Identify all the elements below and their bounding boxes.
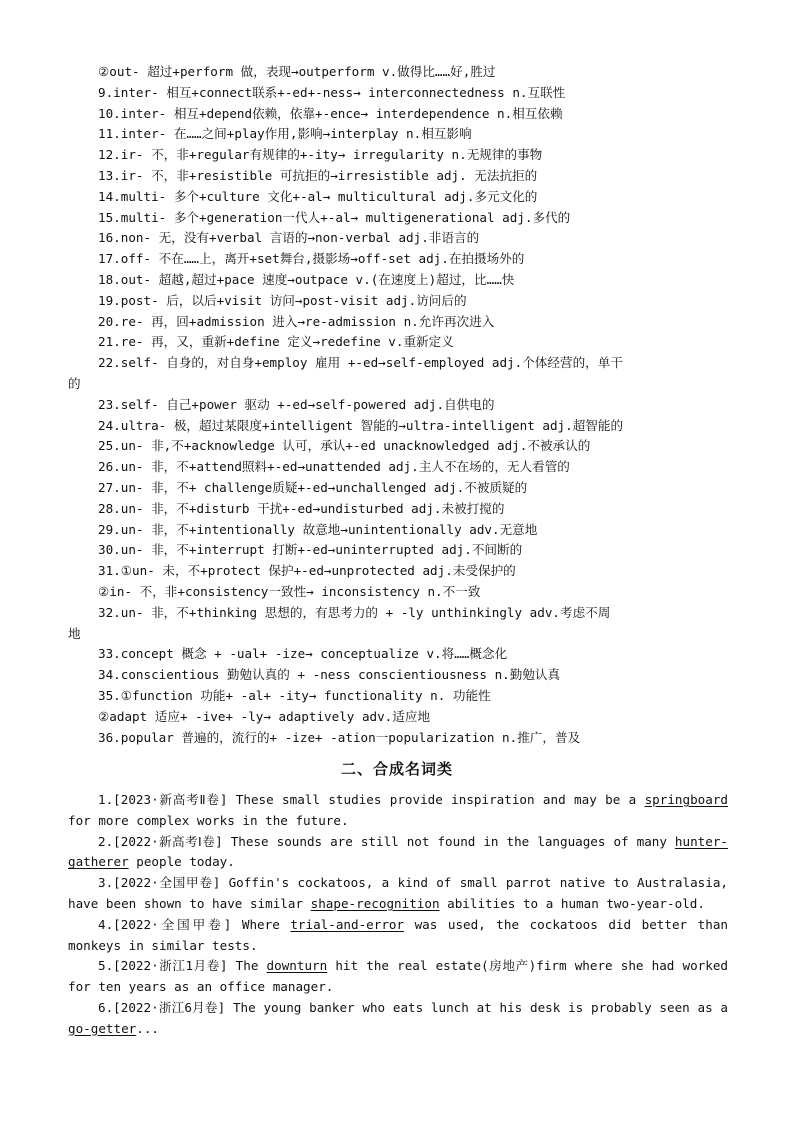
affix-word-list — [68, 62, 728, 748]
example-sentence — [68, 998, 728, 1040]
list-item: 11.inter- 在……之间+play作用,影响→interplay n.相互影响 — [98, 126, 472, 142]
list-item: 33.concept 概念 + -ual+ -ize→ conceptualize v.将……概念化 — [98, 646, 508, 662]
example-text: hit the real estate(房地产)firm where she had worked for ten years as an office manager. — [68, 958, 729, 995]
list-item: 31.①un- 未，不+protect 保护+-ed→unprotected adj.未受保护的 — [98, 563, 516, 579]
example-sentence — [68, 915, 728, 957]
answer-word: shape-recognition — [310, 895, 440, 911]
section-heading: 二、合成名词类 — [340, 760, 453, 778]
example-text: 3.[2022·全国甲卷] Goffin's cockatoos, a kind of small parrot native to Australasia, have been shown to have similar — [68, 875, 728, 911]
list-item: 15.multi- 多个+generation一代人+-al→ multigenerational adj.多代的 — [98, 209, 571, 225]
list-item: 28.un- 非，不+disturb 干扰+-ed→undisturbed adj.未被打搅的 — [98, 500, 505, 516]
example-sentences — [68, 790, 728, 1040]
example-text: people today. — [128, 854, 235, 870]
example-text: for more complex works in the future. — [68, 812, 349, 828]
answer-word: trial-and-error — [290, 916, 405, 932]
list-item: 13.ir- 不，非+resistible 可抗拒的→irresistible adj. 无法抗拒的 — [98, 167, 538, 183]
list-item: ②adapt 适应+ -ive+ -ly→ adaptively adv.适应地 — [98, 708, 431, 724]
example-text: 1.[2023·新高考Ⅱ卷] These small studies provide inspiration and may be a — [98, 792, 645, 807]
list-item: 16.non- 无，没有+verbal 言语的→non-verbal adj.非语言的 — [98, 230, 480, 246]
list-item: 36.popular 普遍的，流行的+ -ize+ -ation一popularization n.推广，普及 — [98, 729, 581, 745]
example-text: 4.[2022·全国甲卷] Where — [98, 916, 291, 932]
example-text: abilities to a human two-year-old. — [439, 895, 705, 911]
list-item: 10.inter- 相互+depend依赖，依靠+-ence→ interdependence n.相互依赖 — [98, 105, 563, 121]
answer-word: go-getter — [68, 1020, 137, 1036]
answer-word: downturn — [266, 958, 328, 974]
list-item: 25.un- 非,不+acknowledge 认可，承认+-ed unacknowledged adj.不被承认的 — [98, 438, 591, 454]
example-text: was used, the cockatoos did better than monkeys in similar tests. — [68, 916, 728, 953]
list-item: 19.post- 后，以后+visit 访问→post-visit adj.访问后的 — [98, 292, 467, 308]
list-item: 29.un- 非，不+intentionally 故意地→unintentionally adv.无意地 — [98, 521, 538, 537]
list-item: 21.re- 再，又，重新+define 定义→redefine v.重新定义 — [98, 334, 454, 350]
example-text: ... — [136, 1020, 159, 1036]
list-item-continuation: 地 — [68, 625, 81, 641]
example-text: 5.[2022·浙江1月卷] The — [98, 958, 267, 974]
list-item-continuation: 的 — [68, 375, 81, 391]
example-text: 2.[2022·新高考Ⅰ卷] These sounds are still not found in the languages of many — [98, 833, 675, 849]
example-sentence — [68, 790, 728, 832]
list-item: 12.ir- 不，非+regular有规律的+-ity→ irregularity n.无规律的事物 — [98, 147, 543, 163]
list-item: 9.inter- 相互+connect联系+-ed+-ness→ interconnectedness n.互联性 — [98, 84, 566, 100]
list-item: 14.multi- 多个+culture 文化+-al→ multicultural adj.多元文化的 — [98, 188, 538, 204]
example-sentence — [68, 873, 728, 915]
example-sentence — [68, 956, 728, 998]
list-item: ②in- 不，非+consistency一致性→ inconsistency n.不一致 — [98, 583, 481, 599]
list-item: 18.out- 超越,超过+pace 速度→outpace v.(在速度上)超过，比……快 — [98, 271, 515, 287]
list-item: 17.off- 不在……上，离开+set舞台,摄影场→off-set adj.在拍摄场外的 — [98, 251, 525, 267]
list-item: ②out- 超过+perform 做，表现→outperform v.做得比……好,胜过 — [98, 64, 496, 79]
list-item: 20.re- 再，回+admission 进入→re-admission n.允许再次进入 — [98, 313, 495, 329]
answer-word: springboard — [644, 792, 728, 807]
list-item: 24.ultra- 极，超过某限度+intelligent 智能的→ultra-intelligent adj.超智能的 — [98, 417, 624, 433]
list-item: 22.self- 自身的，对自身+employ 雇用 +-ed→self-employed adj.个体经营的，单干 — [98, 355, 623, 371]
list-item: 34.conscientious 勤勉认真的 + -ness conscientiousness n.勤勉认真 — [98, 667, 561, 683]
list-item: 35.①function 功能+ -al+ -ity→ functionality n. 功能性 — [98, 687, 491, 703]
answer-word: hunter-gatherer — [68, 833, 728, 870]
list-item: 30.un- 非，不+interrupt 打断+-ed→uninterrupted adj.不间断的 — [98, 542, 523, 558]
example-sentence — [68, 832, 728, 874]
list-item: 26.un- 非，不+attend照料+-ed→unattended adj.主人不在场的，无人看管的 — [98, 459, 570, 475]
list-item: 27.un- 非，不+ challenge质疑+-ed→unchallenged adj.不被质疑的 — [98, 479, 528, 495]
list-item: 32.un- 非，不+thinking 思想的，有思考力的 + -ly unthinkingly adv.考虑不周 — [98, 604, 611, 620]
example-text: 6.[2022·浙江6月卷] The young banker who eats lunch at his desk is probably seen as a — [98, 999, 728, 1015]
list-item: 23.self- 自己+power 驱动 +-ed→self-powered adj.自供电的 — [98, 396, 495, 412]
